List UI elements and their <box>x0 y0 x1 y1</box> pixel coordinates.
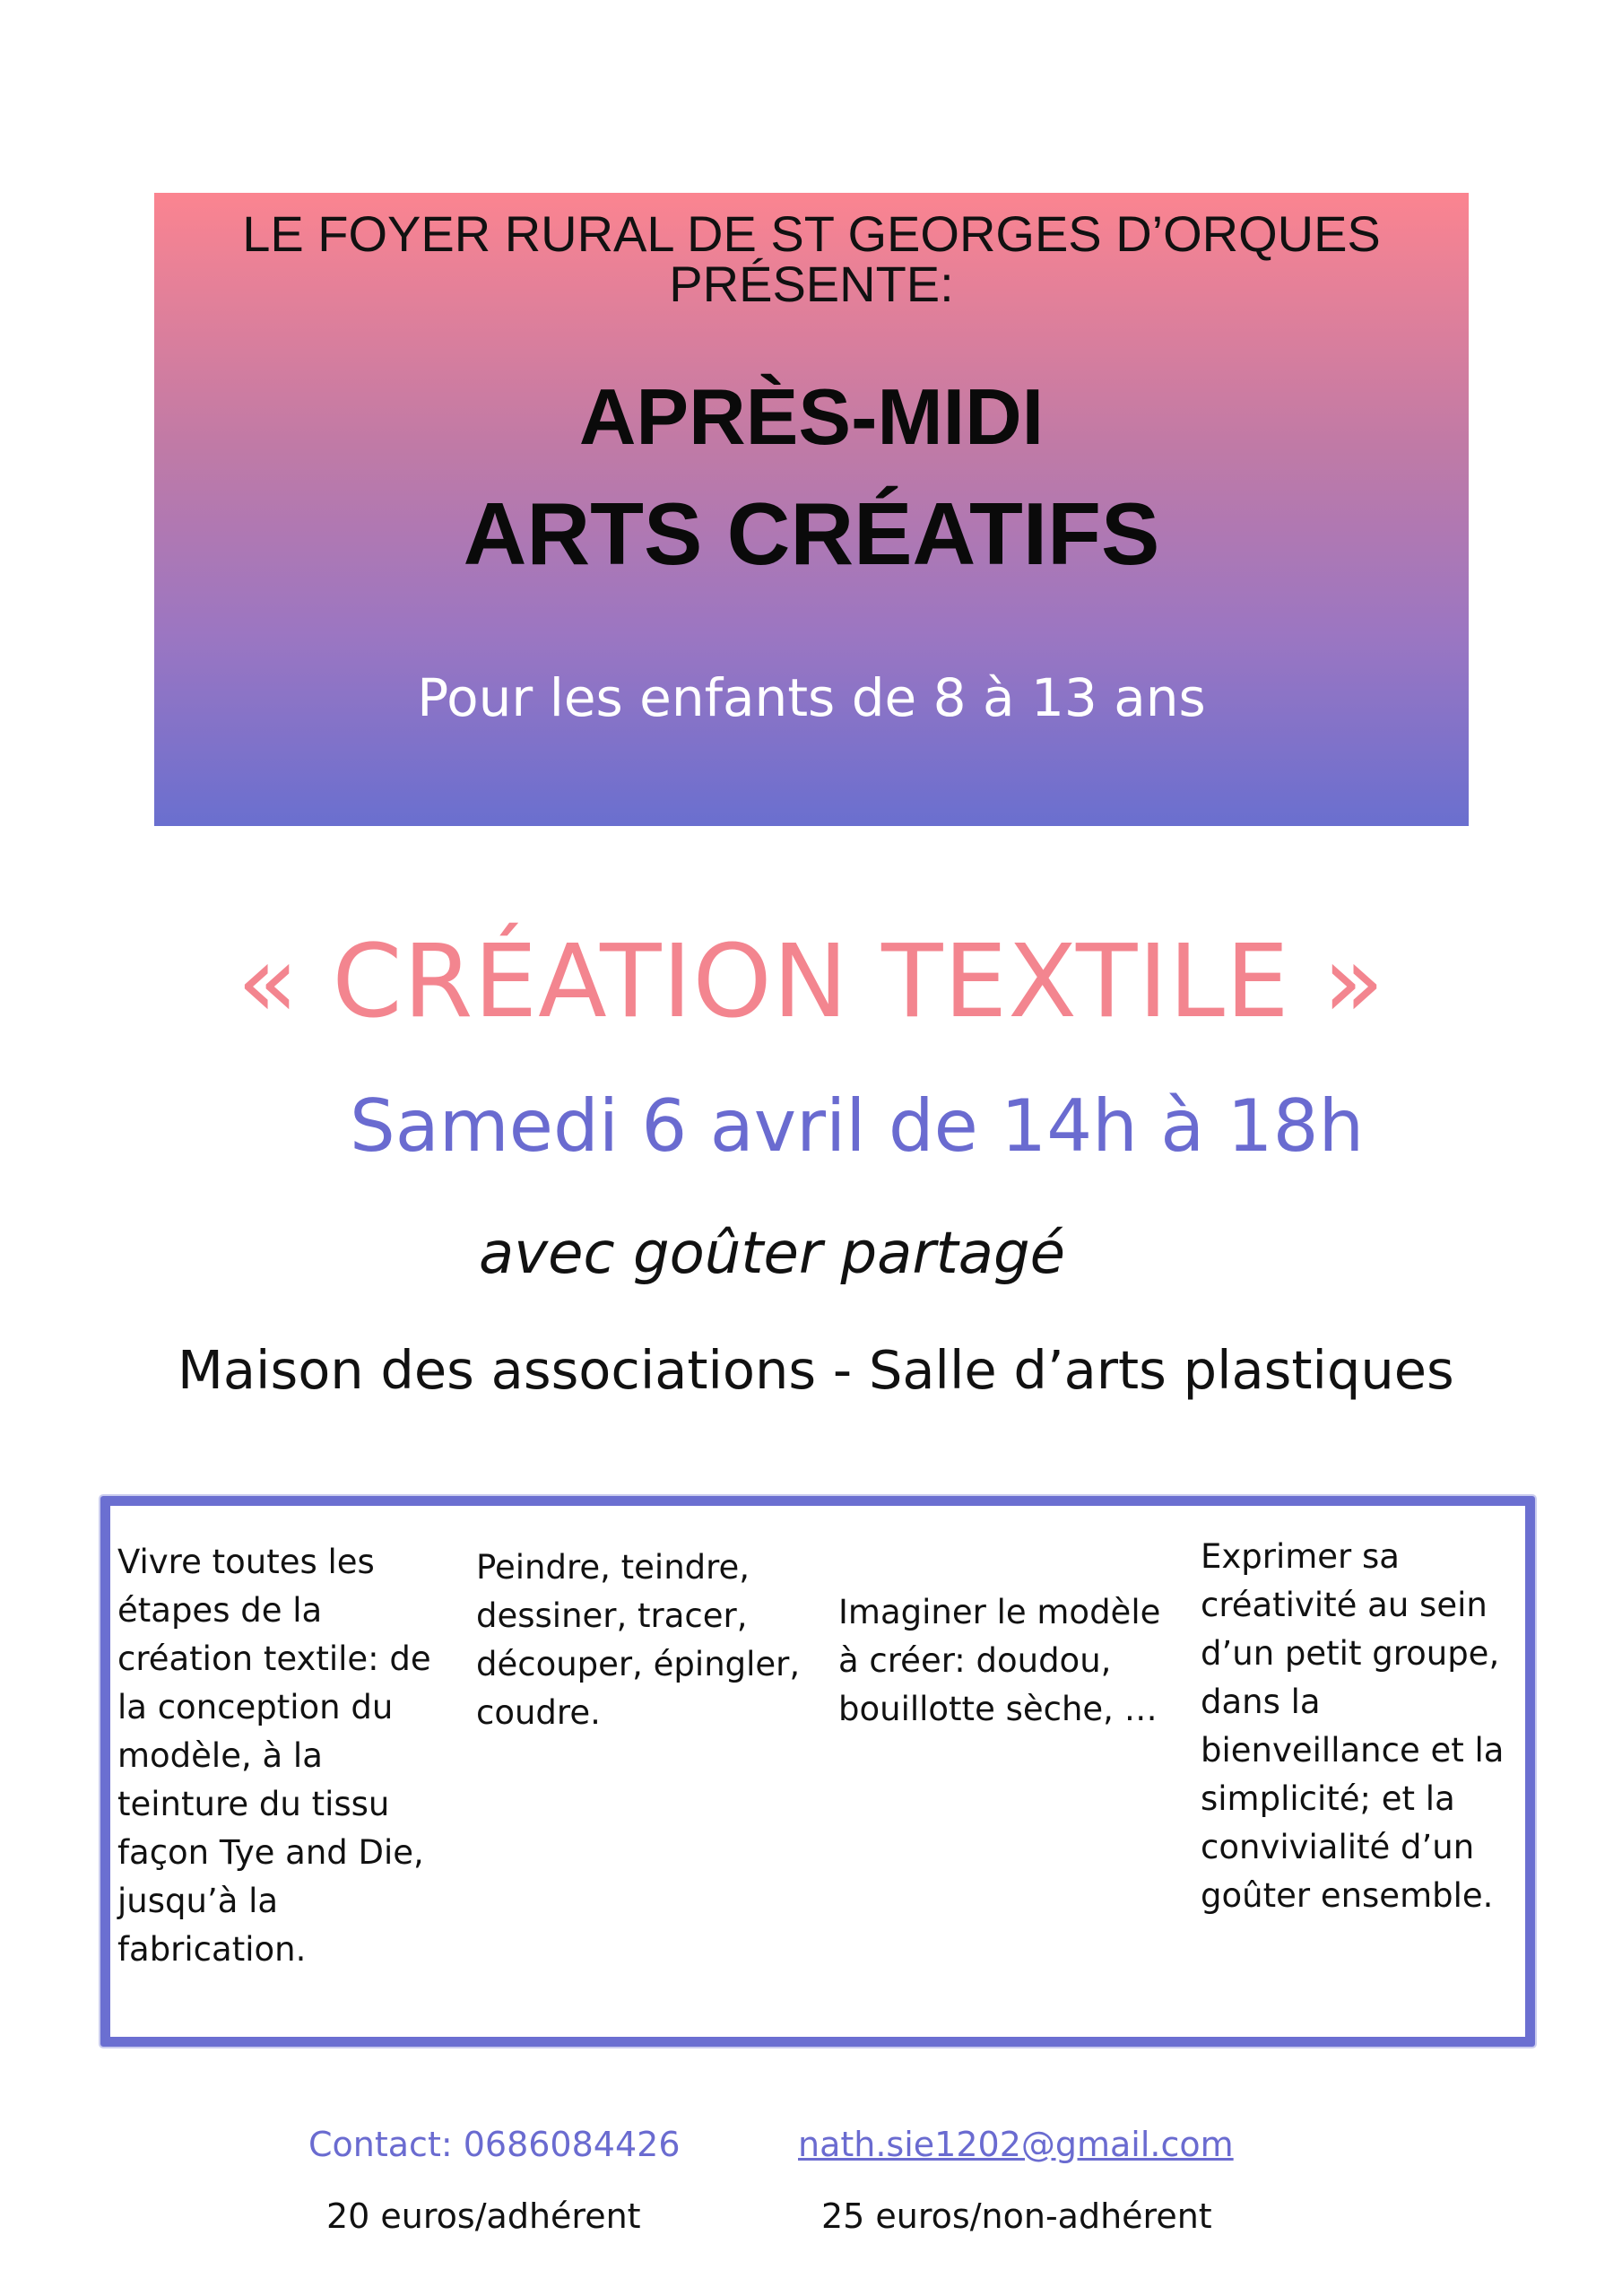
activity-column: Imaginer le modèle à créer: doudou, bouillotte sèche, … <box>838 1593 1161 1728</box>
price-nonmember: 25 euros/non-adhérent <box>821 2196 1212 2236</box>
event-date: Samedi 6 avril de 14h à 18h <box>350 1084 1365 1168</box>
title-line-1: APRÈS-MIDI <box>578 372 1045 461</box>
audience-text: Pour les enfants de 8 à 13 ans <box>417 667 1206 728</box>
activities-frame <box>100 1496 1535 2047</box>
title-line-2: ARTS CRÉATIFS <box>463 484 1160 583</box>
contact-email-link[interactable]: nath.sie1202@gmail.com <box>798 2125 1234 2164</box>
contact-phone: Contact: 0686084426 <box>308 2125 681 2164</box>
activity-column: Exprimer sa créativité au sein d’un petit groupe, dans la bienveillance et la simplicité; et la convivialité d’un goûter ensemble. <box>1201 1537 1505 1915</box>
header-banner <box>154 193 1469 826</box>
presenter-text: LE FOYER RURAL DE ST GEORGES D’ORQUES PRÉSENTE: <box>242 205 1381 312</box>
activity-column: Peindre, teindre, dessiner, tracer, découper, épingler, coudre. <box>476 1548 801 1732</box>
price-member: 20 euros/adhérent <box>326 2196 641 2236</box>
event-title: « CRÉATION TEXTILE » <box>237 924 1385 1040</box>
snack-note: avec goûter partagé <box>479 1221 1065 1287</box>
venue: Maison des associations - Salle d’arts plastiques <box>178 1339 1454 1401</box>
activity-column: Vivre toutes les étapes de la création textile: de la conception du modèle, à la teinture du tissu façon Tye and Die, jusqu’à la fabrication. <box>117 1543 431 1969</box>
